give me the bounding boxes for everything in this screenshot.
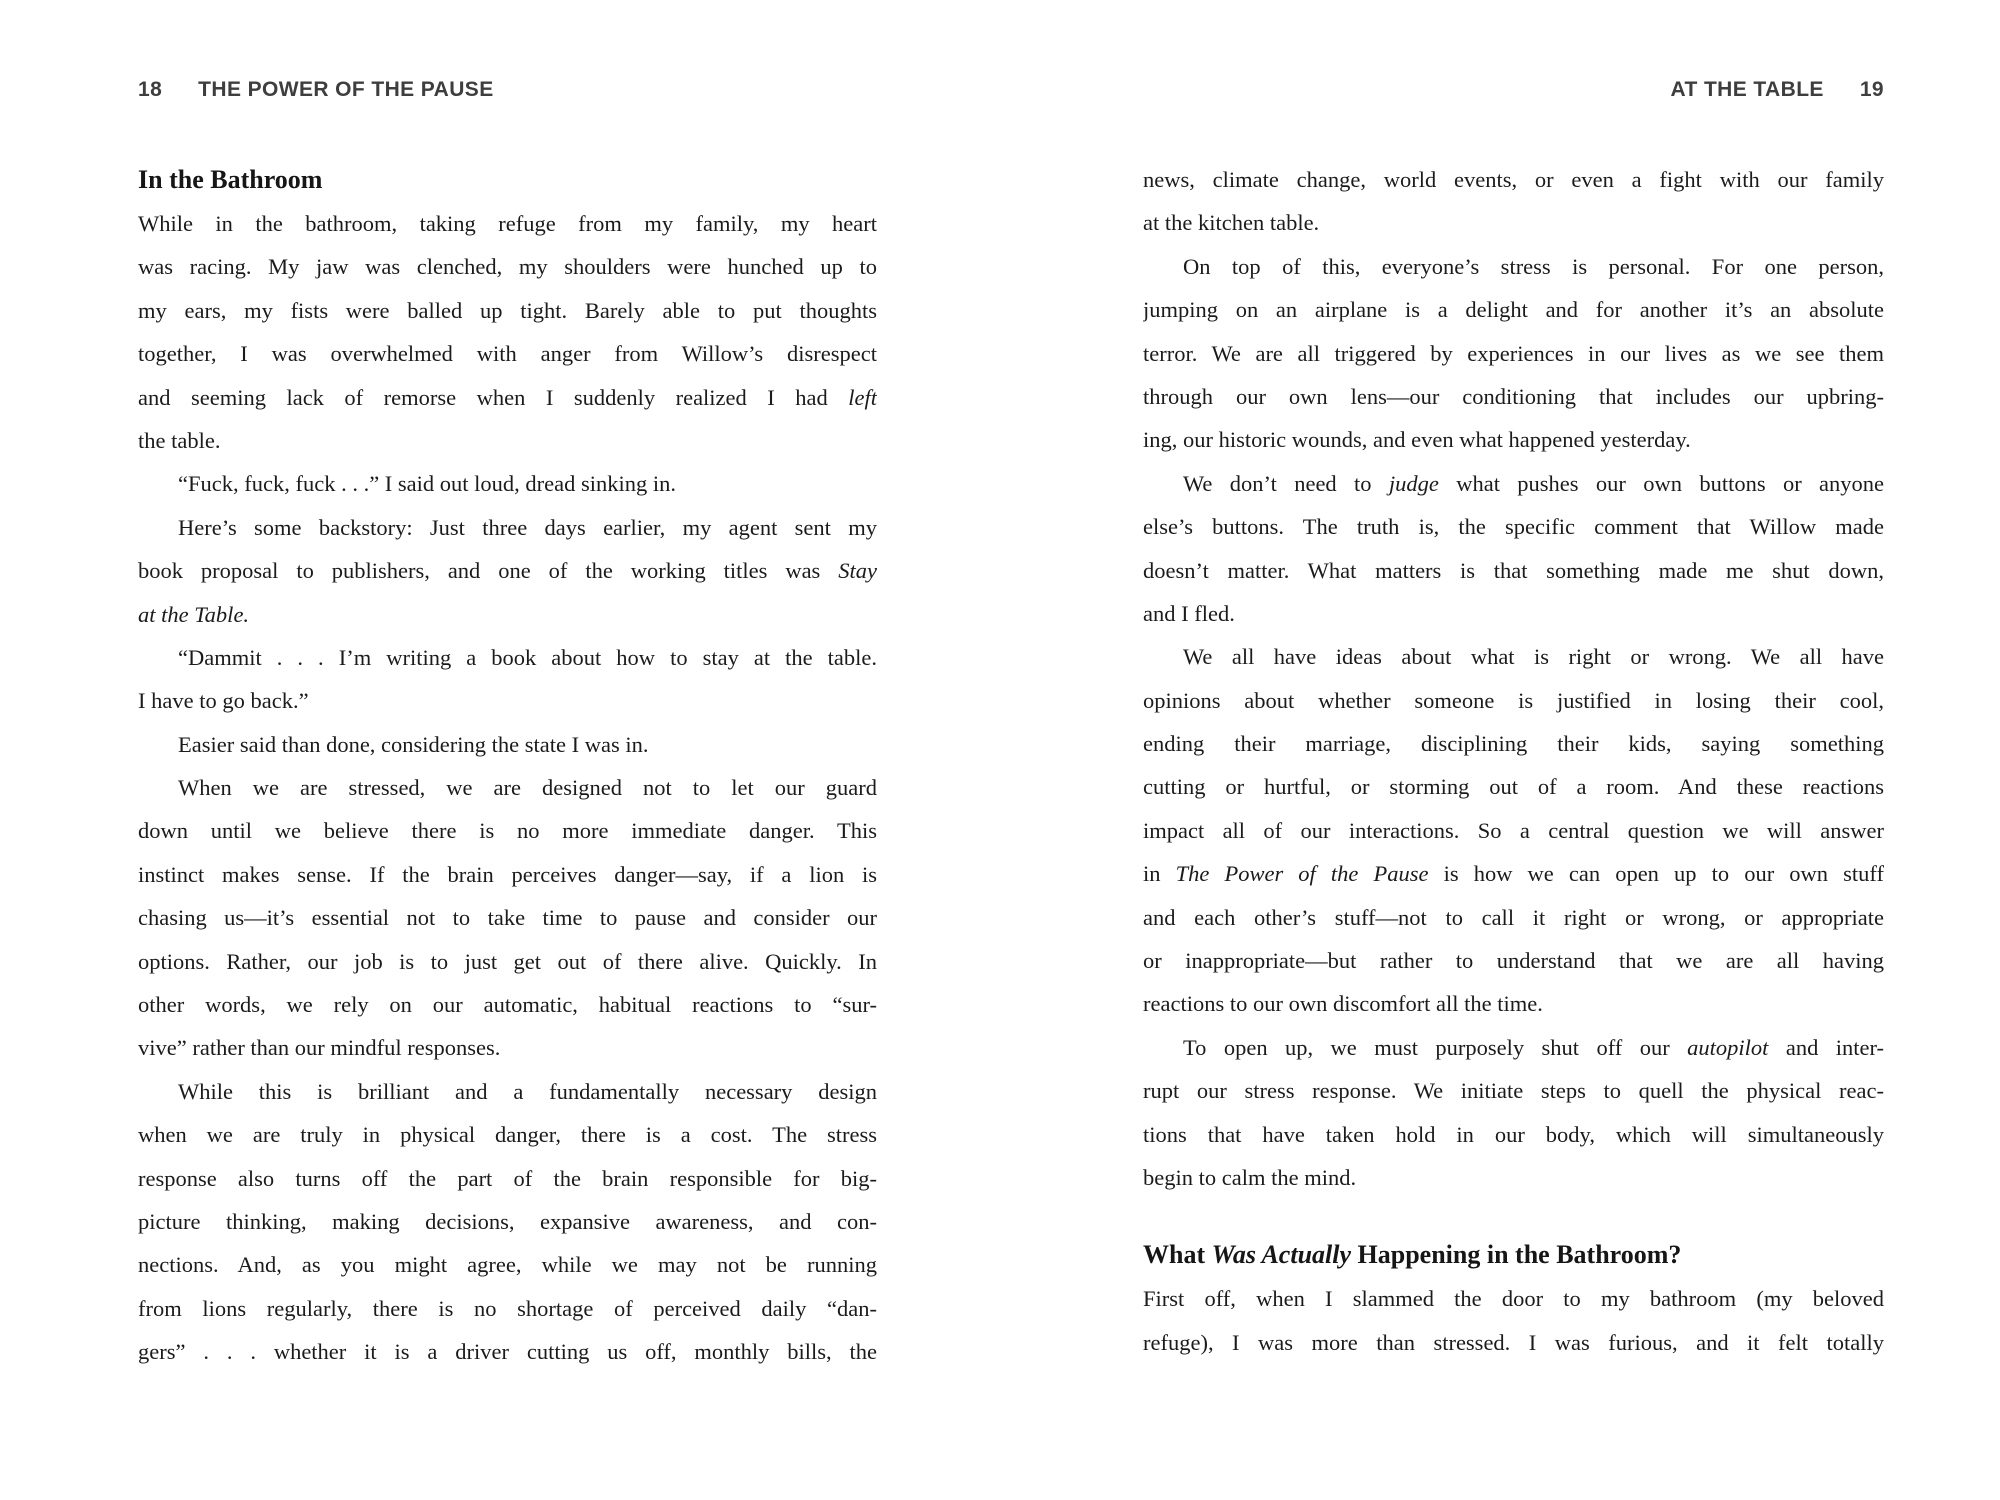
text-line: the table. bbox=[138, 427, 221, 453]
text-line: terror. We are all triggered by experiences in our lives as we see them bbox=[1143, 340, 1884, 366]
text-line: While in the bathroom, taking refuge from my family, my heart bbox=[138, 211, 877, 236]
text-line: instinct makes sense. If the brain perceives danger—say, if a lion is bbox=[138, 861, 877, 887]
text-line: down until we believe there is no more immediate danger. This bbox=[138, 818, 877, 844]
running-title-right: AT THE TABLE bbox=[1670, 78, 1824, 101]
paragraph bbox=[138, 506, 877, 636]
italic-text: left bbox=[848, 384, 877, 410]
text-line: at the kitchen table. bbox=[1143, 210, 1320, 236]
text-line: doesn’t matter. What matters is that something made me shut down, bbox=[1143, 557, 1884, 583]
section-heading-right: What Was Actually Happening in the Bathroom? bbox=[1143, 1240, 1682, 1270]
text-line: “Fuck, fuck, fuck . . .” I said out loud, dread sinking in. bbox=[178, 471, 677, 497]
page-number-right: 19 bbox=[1859, 78, 1884, 101]
paragraph bbox=[138, 202, 877, 462]
text-line: ing, our historic wounds, and even what happened yesterday. bbox=[1143, 427, 1691, 453]
text-line: To open up, we must purposely shut off our autopilot and inter- bbox=[1183, 1034, 1884, 1060]
page-right bbox=[1000, 0, 2000, 1500]
text-line: jumping on an airplane is a delight and for another it’s an absolute bbox=[1143, 297, 1884, 323]
paragraph bbox=[138, 636, 877, 723]
paragraph bbox=[1143, 1026, 1884, 1200]
text-line: begin to calm the mind. bbox=[1143, 1164, 1357, 1190]
text-line: and I fled. bbox=[1143, 600, 1235, 626]
text-line: We don’t need to judge what pushes our own buttons or anyone bbox=[1183, 470, 1884, 496]
paragraph bbox=[138, 462, 877, 505]
text-line: Here’s some backstory: Just three days earlier, my agent sent my bbox=[178, 514, 877, 540]
text-line: refuge), I was more than stressed. I was furious, and it felt totally bbox=[1143, 1329, 1884, 1355]
paragraph bbox=[138, 1070, 877, 1374]
italic-text: autopilot bbox=[1687, 1034, 1769, 1060]
paragraph bbox=[1143, 635, 1884, 1026]
text-line: While this is brilliant and a fundamentally necessary design bbox=[178, 1078, 877, 1104]
text-line: news, climate change, world events, or even a fight with our family bbox=[1143, 167, 1884, 192]
text-line: reactions to our own discomfort all the time. bbox=[1143, 991, 1543, 1017]
text-line: “Dammit . . . I’m writing a book about how to stay at the table. bbox=[178, 644, 877, 670]
paragraph bbox=[1143, 1277, 1884, 1364]
text-line: from lions regularly, there is no shortage of perceived daily “dan- bbox=[138, 1295, 877, 1321]
paragraph bbox=[1143, 245, 1884, 462]
text-line bbox=[138, 593, 877, 636]
text-line: impact all of our interactions. So a central question we will answer bbox=[1143, 817, 1884, 843]
page-left-running-head bbox=[138, 78, 494, 102]
text-line: opinions about whether someone is justified in losing their cool, bbox=[1143, 687, 1884, 713]
text-line: my ears, my fists were balled up tight. Barely able to put thoughts bbox=[138, 297, 877, 323]
text-line: through our own lens—our conditioning that includes our upbring- bbox=[1143, 383, 1884, 409]
paragraph bbox=[1143, 462, 1884, 636]
text-line: picture thinking, making decisions, expansive awareness, and con- bbox=[138, 1208, 877, 1234]
text-line: On top of this, everyone’s stress is personal. For one person, bbox=[1183, 253, 1884, 279]
text-line: When we are stressed, we are designed not to let our guard bbox=[178, 775, 877, 801]
text-line: ending their marriage, disciplining their kids, saying something bbox=[1143, 731, 1884, 757]
page-right-text-column bbox=[1143, 158, 1884, 1364]
text-line: or inappropriate—but rather to understand that we are all having bbox=[1143, 948, 1884, 974]
page-left-paragraphs bbox=[138, 202, 877, 1374]
italic-text: Stay bbox=[838, 558, 877, 584]
text-line: together, I was overwhelmed with anger from Willow’s disrespect bbox=[138, 341, 877, 367]
running-title-left: THE POWER OF THE PAUSE bbox=[198, 78, 494, 101]
text-line: options. Rather, our job is to just get out of there alive. Quickly. In bbox=[138, 948, 877, 974]
text-line: other words, we rely on our automatic, habitual reactions to “sur- bbox=[138, 992, 877, 1018]
text-line: and each other’s stuff—not to call it right or wrong, or appropriate bbox=[1143, 904, 1884, 930]
page-left-text-column bbox=[138, 158, 877, 1374]
text-line: and seeming lack of remorse when I suddenly realized I had left bbox=[138, 384, 877, 410]
page-right-paragraphs-top bbox=[1143, 158, 1884, 1199]
italic-text: The Power of the Pause bbox=[1175, 861, 1429, 887]
text-line: in The Power of the Pause is how we can open up to our own stuff bbox=[1143, 861, 1884, 887]
page-number-left: 18 bbox=[138, 78, 163, 101]
paragraph bbox=[1143, 158, 1884, 245]
text-line: response also turns off the part of the brain responsible for big- bbox=[138, 1165, 877, 1191]
text-line: vive” rather than our mindful responses. bbox=[138, 1035, 501, 1061]
text-line: First off, when I slammed the door to my bathroom (my beloved bbox=[1143, 1286, 1884, 1312]
text-line: I have to go back.” bbox=[138, 688, 309, 714]
paragraph bbox=[138, 723, 877, 766]
text-line: tions that have taken hold in our body, which will simultaneously bbox=[1143, 1121, 1884, 1147]
text-line: We all have ideas about what is right or wrong. We all have bbox=[1183, 644, 1884, 670]
text-line: else’s buttons. The truth is, the specific comment that Willow made bbox=[1143, 514, 1884, 540]
text-line: nections. And, as you might agree, while we may not be running bbox=[138, 1252, 877, 1278]
italic-text: at the Table. bbox=[138, 601, 250, 627]
page-right-paragraphs-bottom bbox=[1143, 1277, 1884, 1364]
text-line: gers” . . . whether it is a driver cutting us off, monthly bills, the bbox=[138, 1339, 877, 1365]
text-line: was racing. My jaw was clenched, my shoulders were hunched up to bbox=[138, 254, 877, 280]
page-right-running-head bbox=[1670, 78, 1884, 102]
text-line: cutting or hurtful, or storming out of a room. And these reactions bbox=[1143, 774, 1884, 800]
text-line: rupt our stress response. We initiate steps to quell the physical reac- bbox=[1143, 1078, 1884, 1104]
italic-text: Was Actually bbox=[1211, 1240, 1352, 1270]
italic-text: judge bbox=[1388, 470, 1439, 496]
paragraph bbox=[138, 766, 877, 1070]
text-line: chasing us—it’s essential not to take time to pause and consider our bbox=[138, 905, 877, 931]
text-line: book proposal to publishers, and one of the working titles was Stay bbox=[138, 558, 877, 584]
text-line: when we are truly in physical danger, there is a cost. The stress bbox=[138, 1122, 877, 1148]
section-heading-left: In the Bathroom bbox=[138, 165, 323, 194]
text-line: Easier said than done, considering the state I was in. bbox=[178, 731, 649, 757]
